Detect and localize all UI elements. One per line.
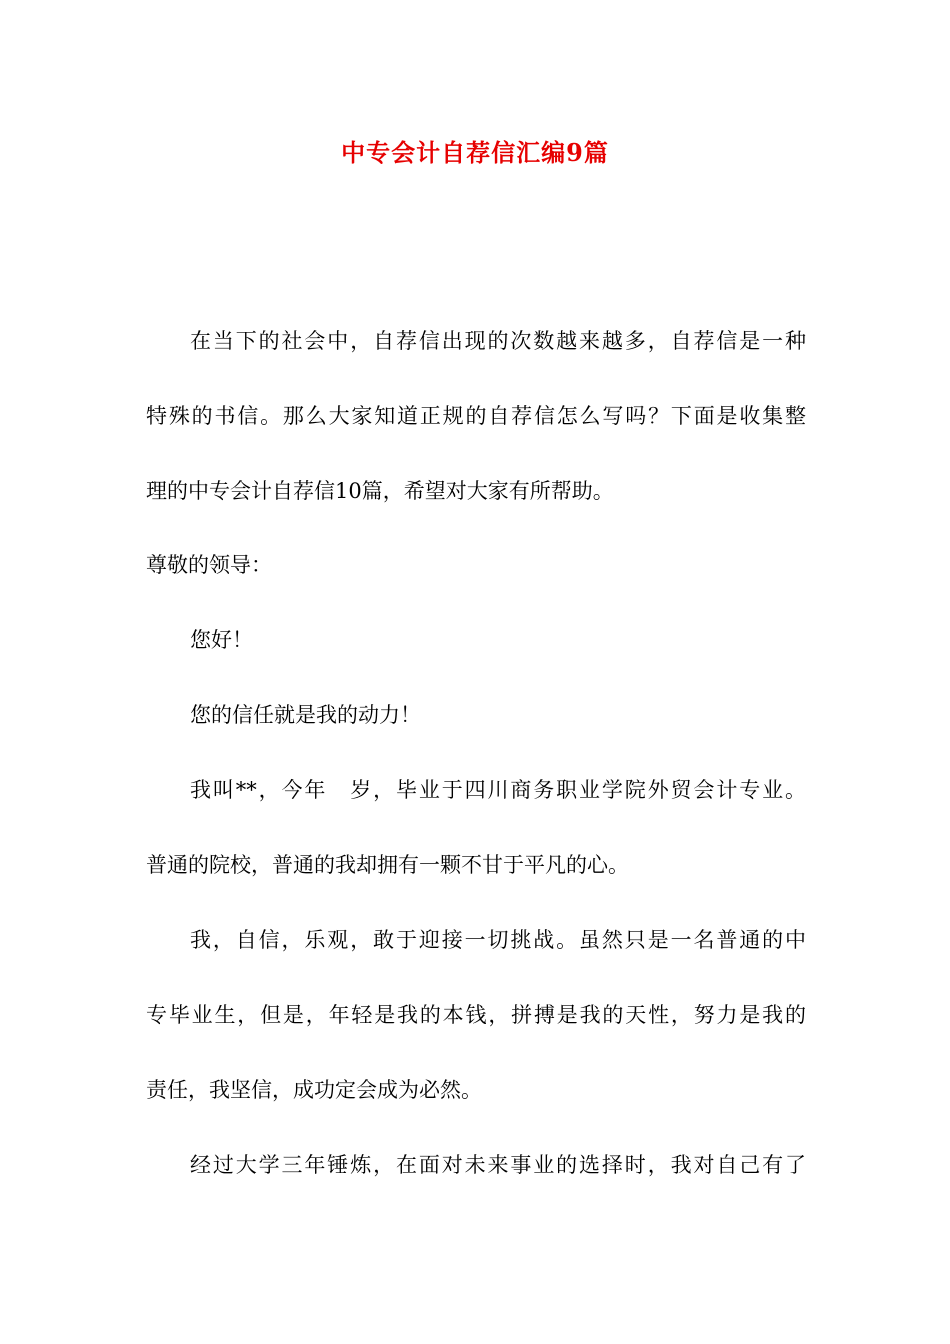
paragraph-line: 责任，我坚信，成功定会成为必然。 (146, 1078, 482, 1102)
document-title: 中专会计自荐信汇编9篇 (341, 138, 609, 167)
paragraph-line: 我，自信，乐观，敢于迎接一切挑战。虽然只是一名普通的中 (190, 928, 806, 952)
paragraph-line: 理的中专会计自荐信10篇，希望对大家有所帮助。 (146, 479, 614, 503)
paragraph-line: 我叫**，今年 岁，毕业于四川商务职业学院外贸会计专业。 (190, 778, 806, 802)
paragraph-line: 专毕业生，但是，年轻是我的本钱，拼搏是我的天性，努力是我的 (146, 1003, 806, 1027)
salutation: 尊敬的领导： (146, 553, 272, 577)
paragraph-line: 在当下的社会中，自荐信出现的次数越来越多，自荐信是一种 (190, 329, 806, 353)
greeting: 您好！ (190, 628, 253, 652)
paragraph-line: 您的信任就是我的动力！ (190, 703, 421, 727)
paragraph-line: 特殊的书信。那么大家知道正规的自荐信怎么写吗？下面是收集整 (146, 404, 806, 428)
paragraph-line: 普通的院校，普通的我却拥有一颗不甘于平凡的心。 (146, 853, 629, 877)
paragraph-line: 经过大学三年锤炼，在面对未来事业的选择时，我对自己有了 (190, 1153, 806, 1177)
